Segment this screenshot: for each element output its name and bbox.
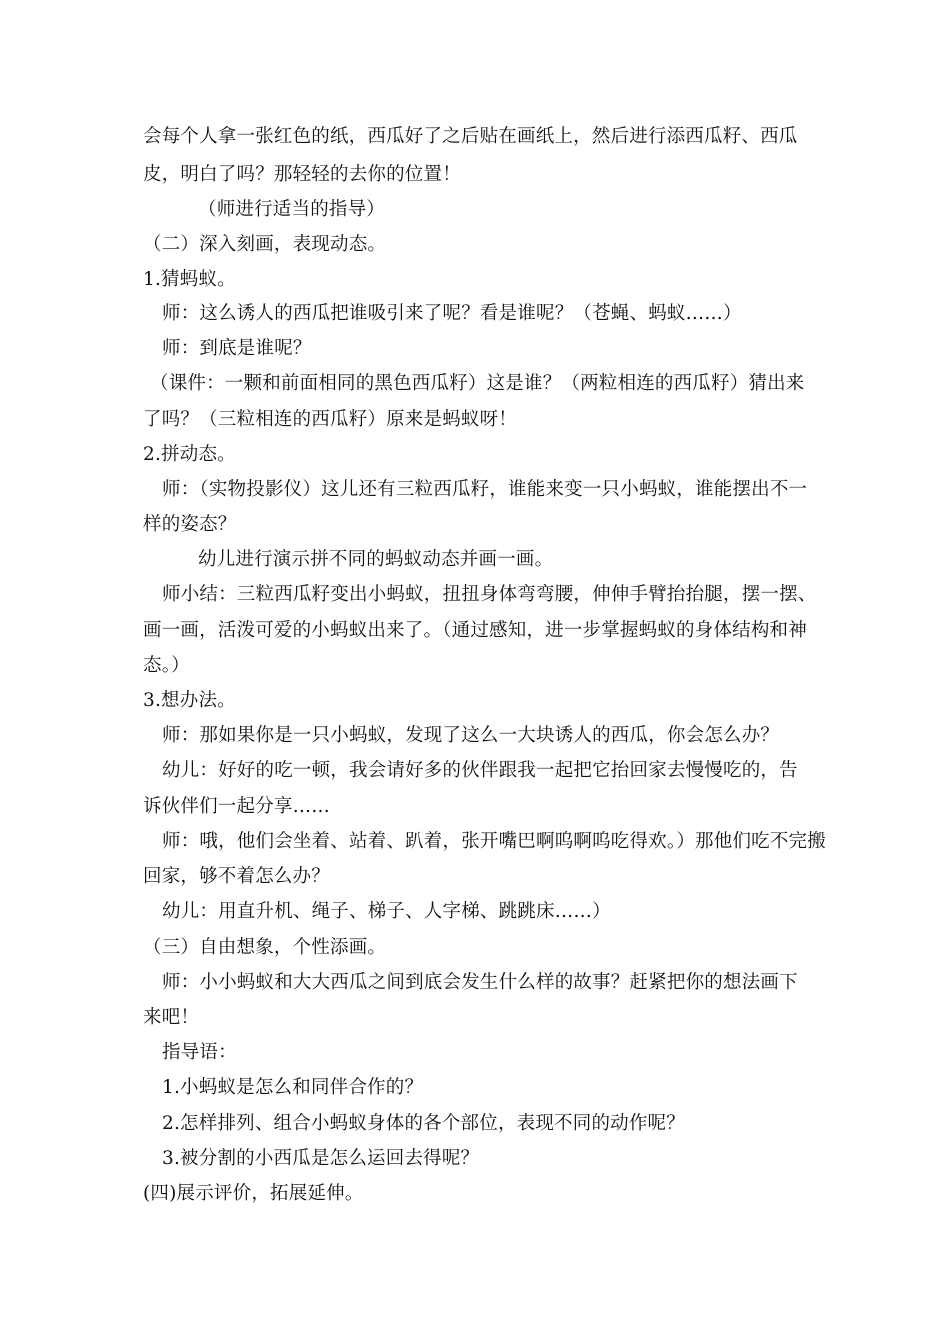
text-line-23: 幼儿：用直升机、绳子、梯子、人字梯、跳跳床……） xyxy=(162,901,611,922)
text-line-16: 态。） xyxy=(143,655,190,676)
subheading-2: 2.拼动态。 xyxy=(143,444,236,465)
text-line-12: 样的姿态？ xyxy=(143,514,237,535)
text-line-2: 皮，明白了吗？那轻轻的去你的位置！ xyxy=(143,164,461,185)
text-line-11: 师：（实物投影仪）这儿还有三粒西瓜籽，谁能来变一只小蚂蚁，谁能摆出不一 xyxy=(162,479,808,500)
text-line-18: 师：那如果你是一只小蚂蚁，发现了这么一大块诱人的西瓜，你会怎么办？ xyxy=(162,725,780,746)
text-line-14: 师小结：三粒西瓜籽变出小蚂蚁，扭扭身体弯弯腰，伸伸手臂抬抬腿，摆一摆、 xyxy=(162,584,817,605)
guide-item-2: 2.怎样排列、组合小蚂蚁身体的各个部位，表现不同的动作呢？ xyxy=(162,1113,685,1134)
text-line-20: 诉伙伴们一起分享…… xyxy=(143,796,331,817)
text-line-7: 师：到底是谁呢？ xyxy=(162,338,312,359)
subheading-1: 1.猜蚂蚁。 xyxy=(143,269,236,290)
guide-heading: 指导语： xyxy=(162,1042,237,1063)
text-line-22: 回家，够不着怎么办？ xyxy=(143,866,331,887)
text-line-9: 了吗？（三粒相连的西瓜籽）原来是蚂蚁呀！ xyxy=(143,409,518,430)
text-line-15: 画一画，活泼可爱的小蚂蚁出来了。（通过感知，进一步掌握蚂蚁的身体结构和神 xyxy=(143,620,807,641)
text-line-1: 会每个人拿一张红色的纸，西瓜好了之后贴在画纸上，然后进行添西瓜籽、西瓜 xyxy=(143,126,798,147)
section-heading-3: （三）自由想象，个性添画。 xyxy=(143,937,387,958)
text-line-6: 师：这么诱人的西瓜把谁吸引来了呢？看是谁呢？（苍蝇、蚂蚁……） xyxy=(162,303,742,324)
section-heading-4: (四)展示评价，拓展延伸。 xyxy=(143,1183,364,1204)
text-line-19: 幼儿：好好的吃一顿，我会请好多的伙伴跟我一起把它抬回家去慢慢吃的，告 xyxy=(162,760,798,781)
text-line-13: 幼儿进行演示拼不同的蚂蚁动态并画一画。 xyxy=(198,549,554,570)
text-line-25: 师：小小蚂蚁和大大西瓜之间到底会发生什么样的故事？赶紧把你的想法画下 xyxy=(162,972,798,993)
subheading-3: 3.想办法。 xyxy=(143,690,236,711)
section-heading-2: （二）深入刻画，表现动态。 xyxy=(143,234,387,255)
text-line-3: （师进行适当的指导） xyxy=(198,199,386,220)
guide-item-1: 1.小蚂蚁是怎么和同伴合作的？ xyxy=(162,1077,424,1098)
text-line-8: （课件：一颗和前面相同的黑色西瓜籽）这是谁？（两粒相连的西瓜籽）猜出来 xyxy=(150,373,805,394)
text-line-26: 来吧！ xyxy=(143,1007,200,1028)
text-line-21: 师：哦，他们会坐着、站着、趴着，张开嘴巴啊呜啊呜吃得欢。）那他们吃不完搬 xyxy=(162,831,826,852)
guide-item-3: 3.被分割的小西瓜是怎么运回去得呢？ xyxy=(162,1148,480,1169)
